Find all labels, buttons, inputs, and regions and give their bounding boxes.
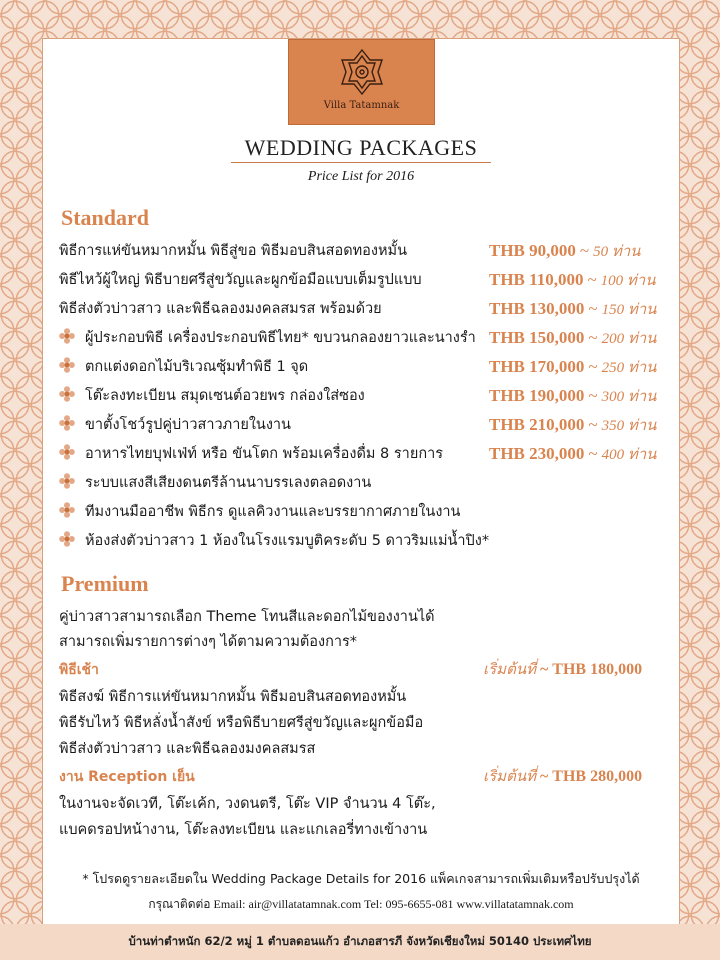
standard-price <box>489 442 656 466</box>
standard-price <box>489 326 656 350</box>
logo-name: Villa Tatamnak <box>323 100 400 111</box>
start-value: ~ THB 180,000 <box>539 661 643 678</box>
start-value: ~ THB 280,000 <box>539 768 643 785</box>
page-subtitle: Price List for 2016 <box>307 169 415 184</box>
price-sheet <box>42 38 680 926</box>
price-amount: THB 130,000 <box>489 299 585 318</box>
standard-price <box>489 413 656 437</box>
address-bar <box>0 924 720 960</box>
standard-item-text: โต๊ะลงทะเบียน สมุดเซนต์อวยพร กล่องใส่ซอง <box>85 388 365 404</box>
guest-count: 400 ท่าน <box>601 447 657 463</box>
mandala-lotus-icon <box>336 46 388 96</box>
morning-start-price <box>483 657 642 681</box>
standard-item-text: พิธีไหว้ผู้ใหญ่ พิธีบายศรีสู่ขวัญและผูกข้อมือแบบเต็มรูปแบบ <box>59 272 422 288</box>
standard-item-text: พิธีส่งตัวบ่าวสาว และพิธีฉลองมงคลสมรส พร้อมด้วย <box>59 301 382 317</box>
standard-item-text: ห้องส่งตัวบ่าวสาว 1 ห้องในโรงแรมบูติคระดับ 5 ดาวริมแม่น้ำปิง* <box>85 533 490 549</box>
page-title: WEDDING PACKAGES <box>244 135 478 160</box>
standard-item-text: ตกแต่งดอกไม้บริเวณซุ้มทำพิธี 1 จุด <box>85 359 309 375</box>
premium-heading: Premium <box>61 571 149 596</box>
standard-price <box>489 355 656 379</box>
standard-row <box>59 413 671 439</box>
premium-intro-line: คู่บ่าวสาวสามารถเลือก Theme โทนสีและดอกไม้ของงานได้ <box>59 609 435 625</box>
standard-row <box>59 355 671 381</box>
morning-line: พิธีส่งตัวบ่าวสาว และพิธีฉลองมงคลสมรส <box>59 741 316 757</box>
standard-item-text: ทีมงานมืออาชีพ พิธีกร ดูแลคิวงานและบรรยากาศภายในงาน <box>85 504 461 520</box>
price-separator: ~ <box>588 444 598 463</box>
standard-row <box>59 268 671 294</box>
guest-count: 100 ท่าน <box>600 273 656 289</box>
flower-bullet-icon <box>59 357 75 373</box>
price-separator: ~ <box>579 241 590 260</box>
start-label: เริ่มต้นที่ <box>483 767 536 785</box>
standard-price <box>489 268 656 292</box>
standard-item-text: พิธีการแห่ขันหมากหมั้น พิธีสู่ขอ พิธีมอบสินสอดทองหมั้น <box>59 243 407 259</box>
standard-row <box>59 500 671 526</box>
price-amount: THB 210,000 <box>489 415 585 434</box>
standard-heading: Standard <box>61 205 150 230</box>
price-amount: THB 190,000 <box>489 386 585 405</box>
guest-count: 300 ท่าน <box>601 389 657 405</box>
price-amount: THB 110,000 <box>489 270 584 289</box>
premium-intro-line: สามารถเพิ่มรายการต่างๆ ได้ตามความต้องการ* <box>59 634 358 650</box>
footnote: * โปรดดูรายละเอียดใน Wedding Package Details for 2016 แพ็คเกจสามารถเพิ่มเติมหรือปรับปรุงได้ <box>82 871 640 886</box>
standard-row <box>59 239 671 265</box>
title-divider <box>231 162 491 163</box>
evening-line: แบคดรอปหน้างาน, โต๊ะลงทะเบียน และแกเลอรี่ทางเข้างาน <box>59 822 428 838</box>
evening-start-price <box>483 764 642 788</box>
standard-row <box>59 297 671 323</box>
guest-count: 50 ท่าน <box>593 244 641 260</box>
standard-item-text: อาหารไทยบุฟเฟ่ท์ หรือ ขันโตก พร้อมเครื่องดื่ม 8 รายการ <box>85 446 444 462</box>
flower-bullet-icon <box>59 415 75 431</box>
standard-price <box>489 384 656 408</box>
flower-bullet-icon <box>59 444 75 460</box>
price-separator: ~ <box>588 357 598 376</box>
standard-price <box>489 297 656 321</box>
guest-count: 200 ท่าน <box>601 331 657 347</box>
price-amount: THB 170,000 <box>489 357 585 376</box>
address-text: บ้านท่าตำหนัก 62/2 หมู่ 1 ตำบลดอนแก้ว อำเภอสารภี จังหวัดเชียงใหม่ 50140 ประเทศไทย <box>128 934 592 948</box>
price-separator: ~ <box>588 328 598 347</box>
standard-price <box>489 239 640 263</box>
guest-count: 350 ท่าน <box>601 418 657 434</box>
flower-bullet-icon <box>59 502 75 518</box>
price-separator: ~ <box>588 386 598 405</box>
standard-item-text: ผู้ประกอบพิธี เครื่องประกอบพิธีไทย* ขบวนกลองยาวและนางรำ <box>85 330 476 346</box>
morning-line: พิธีสงฆ์ พิธีการแห่ขันหมากหมั้น พิธีมอบสินสอดทองหมั้น <box>59 689 407 705</box>
start-label: เริ่มต้นที่ <box>483 660 536 678</box>
standard-row <box>59 326 671 352</box>
morning-line: พิธีรับไหว้ พิธีหลั่งน้ำสังข์ หรือพิธีบายศรีสู่ขวัญและผูกข้อมือ <box>59 715 424 731</box>
contact-info: กรุณาติดต่อ Email: air@villatatamnak.com Tel: 095-6655-081 www.villatatamnak.com <box>148 897 574 911</box>
standard-row <box>59 384 671 410</box>
price-separator: ~ <box>588 299 598 318</box>
standard-item-text: ขาตั้งโชว์รูปคู่บ่าวสาวภายในงาน <box>85 417 291 433</box>
flower-bullet-icon <box>59 328 75 344</box>
flower-bullet-icon <box>59 473 75 489</box>
price-amount: THB 90,000 <box>489 241 576 260</box>
guest-count: 150 ท่าน <box>601 302 657 318</box>
flower-bullet-icon <box>59 386 75 402</box>
standard-row <box>59 442 671 468</box>
logo <box>288 39 435 125</box>
price-amount: THB 230,000 <box>489 444 585 463</box>
price-separator: ~ <box>588 415 598 434</box>
standard-row <box>59 471 671 497</box>
evening-heading: งาน Reception เย็น <box>59 769 195 785</box>
standard-row <box>59 529 671 555</box>
price-separator: ~ <box>587 270 597 289</box>
morning-heading: พิธีเช้า <box>59 662 99 678</box>
guest-count: 250 ท่าน <box>601 360 657 376</box>
flower-bullet-icon <box>59 531 75 547</box>
standard-item-text: ระบบแสงสีเสียงดนตรีล้านนาบรรเลงตลอดงาน <box>85 475 372 491</box>
evening-line: ในงานจะจัดเวที, โต๊ะเค้ก, วงดนตรี, โต๊ะ VIP จำนวน 4 โต๊ะ, <box>59 796 436 812</box>
price-amount: THB 150,000 <box>489 328 585 347</box>
